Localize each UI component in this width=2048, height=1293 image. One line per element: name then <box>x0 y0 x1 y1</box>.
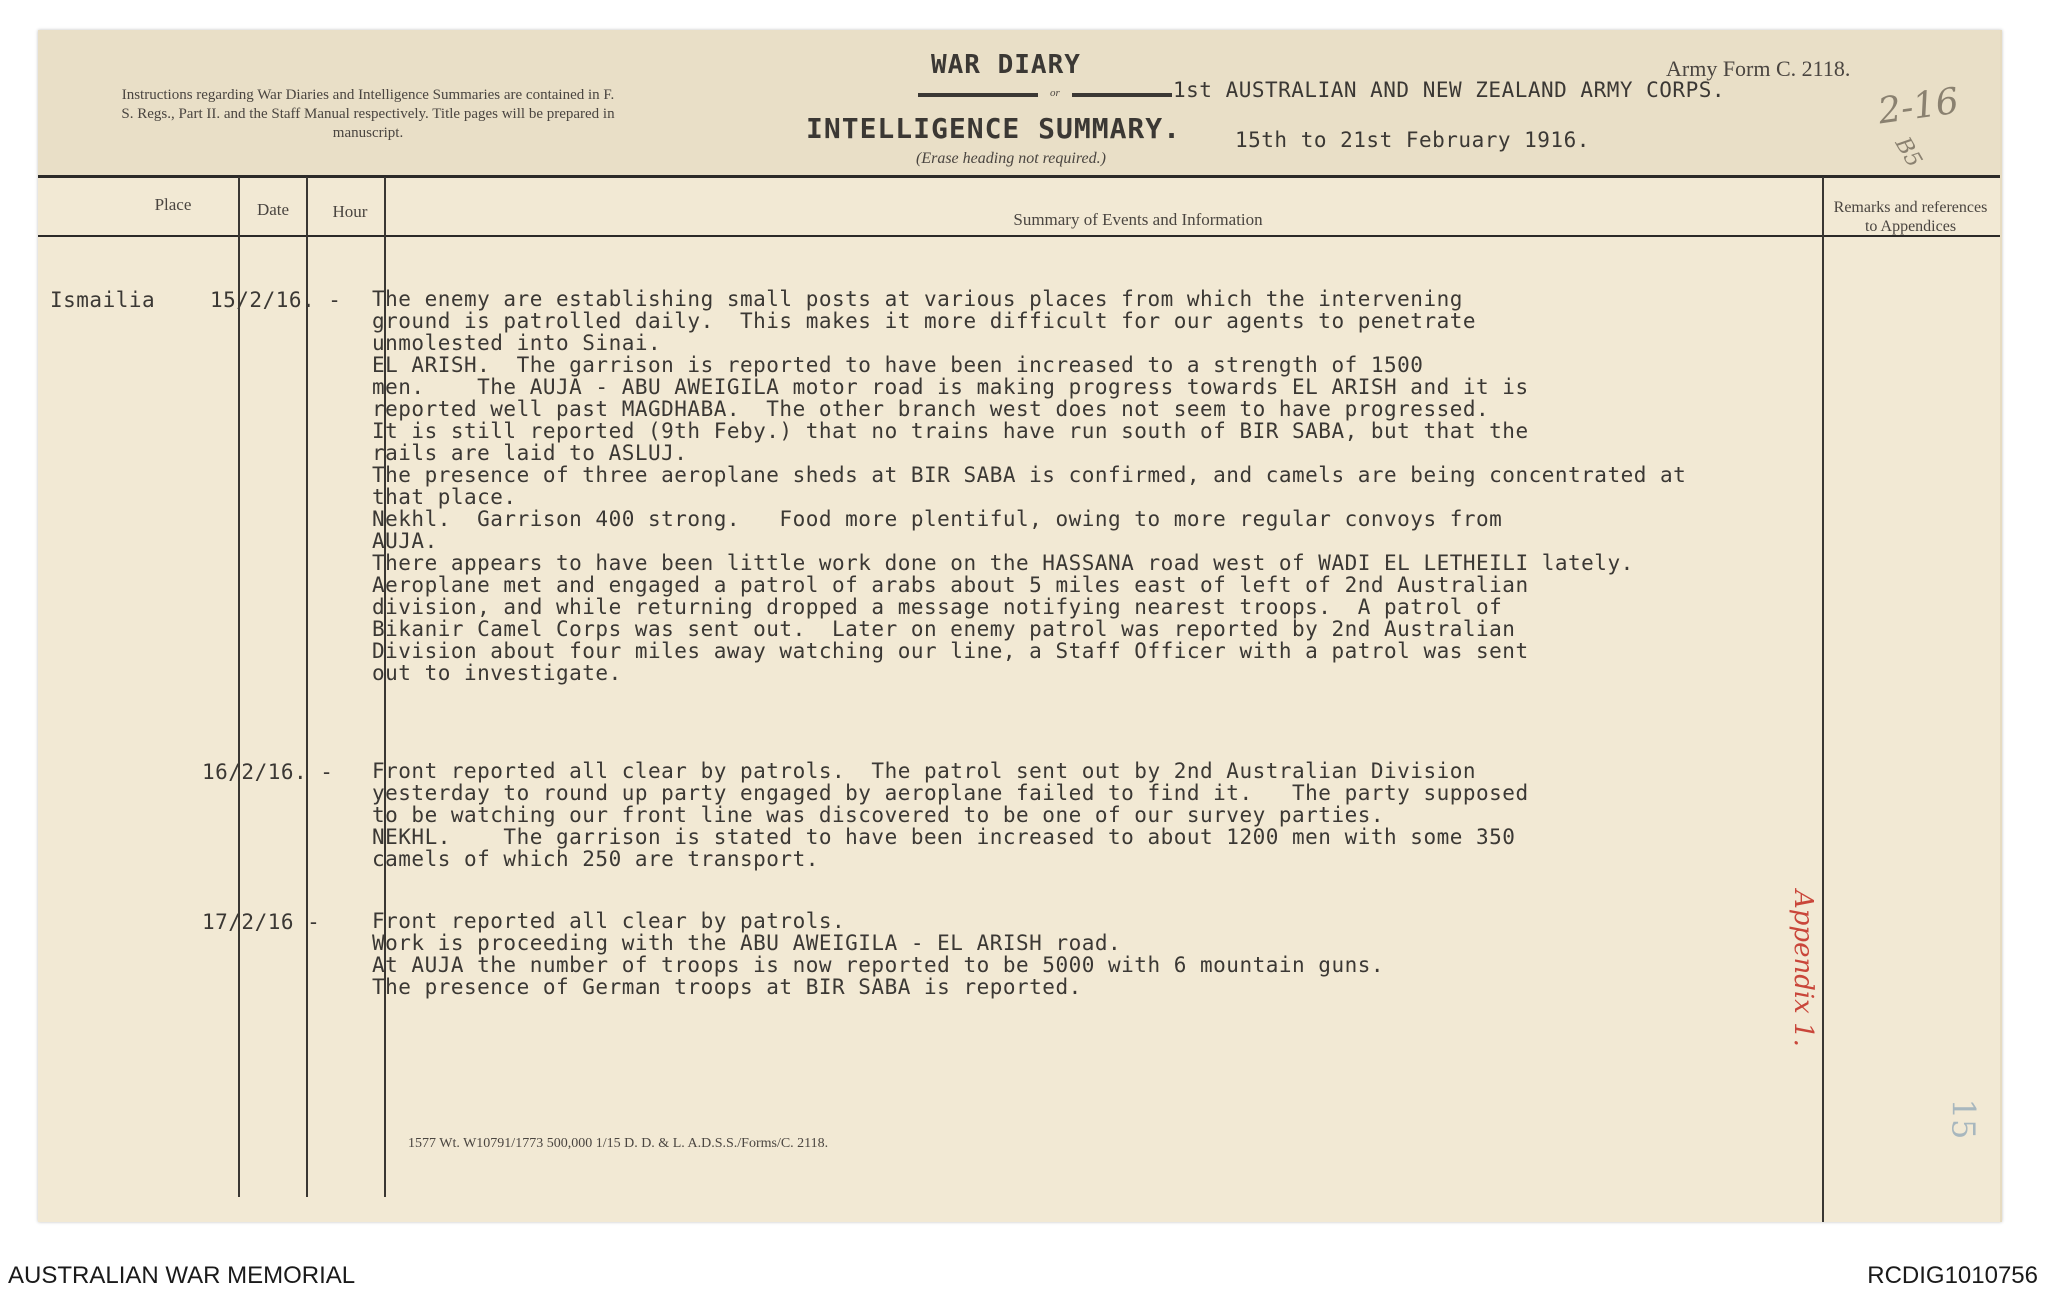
entry-body <box>372 760 1529 870</box>
entry-line: It is still reported (9th Feby.) that no trains have run south of BIR SABA, but that the <box>372 419 1529 443</box>
entry-line: that place. <box>372 485 517 509</box>
entry-line: The presence of three aeroplane sheds at BIR SABA is confirmed, and camels are being concentrated at <box>372 463 1687 487</box>
entry-line: division, and while returning dropped a message notifying nearest troops. A patrol of <box>372 595 1503 619</box>
entry-place: Ismailia <box>50 288 156 312</box>
entry-line: Division about four miles away watching our line, a Staff Officer with a patrol was sent <box>372 639 1529 663</box>
column-divider-remarks <box>1822 177 1824 1222</box>
entry-line: ground is patrolled daily. This makes it more difficult for our agents to penetrate <box>372 309 1477 333</box>
entry-line: Front reported all clear by patrols. <box>372 909 846 933</box>
entry-line: AUJA. <box>372 529 438 553</box>
entry-line: reported well past MAGDHABA. The other branch west does not seem to have progressed. <box>372 397 1490 421</box>
entry-line: NEKHL. The garrison is stated to have been increased to about 1200 men with some 350 <box>372 825 1516 849</box>
handwritten-reference-mark: 2-16 <box>1875 80 1962 133</box>
entry-line: Bikanir Camel Corps was sent out. Later on enemy patrol was reported by 2nd Australian <box>372 617 1516 641</box>
entry-line: There appears to have been little work done on the HASSANA road west of WADI EL LETHEILI lately. <box>372 551 1634 575</box>
column-header-hour: Hour <box>332 202 368 221</box>
header-bottom-rule <box>38 235 2000 237</box>
entry-date: 17/2/16 - <box>202 910 321 934</box>
entry-date: 16/2/16. - <box>202 760 334 784</box>
page-number-stamp: 15 <box>1944 1098 1983 1140</box>
entry-line: Front reported all clear by patrols. The patrol sent out by 2nd Australian Division <box>372 759 1477 783</box>
entry-line: At AUJA the number of troops is now reported to be 5000 with 6 mountain guns. <box>372 953 1385 977</box>
header-top-rule <box>38 175 2000 178</box>
appendix-annotation: Appendix 1. <box>1788 890 1818 1047</box>
intelligence-summary-title: INTELLIGENCE SUMMARY. <box>806 112 1182 145</box>
entry-line: The presence of German troops at BIR SABA is reported. <box>372 975 1082 999</box>
diary-page <box>38 30 2002 1222</box>
form-print-line: 1577 Wt. W10791/1773 500,000 1/15 D. D. & L. A.D.S.S./Forms/C. 2118. <box>408 1136 829 1151</box>
archive-id: RCDIG1010756 <box>1867 1262 2038 1289</box>
column-header-place: Place <box>154 195 192 214</box>
or-rule-right <box>1072 93 1172 97</box>
column-header-remarks: Remarks and references to Appendices <box>1833 199 1988 235</box>
entry-body <box>372 910 1384 998</box>
column-header-summary: Summary of Events and Information <box>1013 210 1263 229</box>
entry-date: 15/2/16. - <box>210 288 342 312</box>
entry-line: camels of which 250 are transport. <box>372 847 819 871</box>
column-header-date: Date <box>256 200 290 219</box>
entry-line: Work is proceeding with the ABU AWEIGILA - EL ARISH road. <box>372 931 1122 955</box>
handwritten-reference-mark-2: B5 <box>1889 133 1927 172</box>
entry-line: men. The AUJA - ABU AWEIGILA motor road is making progress towards EL ARISH and it is <box>372 375 1529 399</box>
column-divider-hour <box>306 177 308 1197</box>
entry-line: out to investigate. <box>372 661 622 685</box>
period: 15th to 21st February 1916. <box>1235 128 1590 152</box>
entry-line: Aeroplane met and engaged a patrol of arabs about 5 miles east of left of 2nd Australian <box>372 573 1529 597</box>
entry-line: rails are laid to ASLUJ. <box>372 441 688 465</box>
war-diary-title: WAR DIARY <box>931 50 1081 80</box>
archive-caption: AUSTRALIAN WAR MEMORIAL <box>8 1262 356 1289</box>
or-rule-left <box>918 93 1038 97</box>
army-form-number: Army Form C. 2118. <box>1666 56 1851 81</box>
entry-line: unmolested into Sinai. <box>372 331 662 355</box>
entry-line: EL ARISH. The garrison is reported to have been increased to a strength of 1500 <box>372 353 1424 377</box>
instructions-text: Instructions regarding War Diaries and Intelligence Summaries are contained in F. S. Regs., Part II. and the Staff Manual respectively. Title pages will be prepared in manuscript. <box>121 87 615 141</box>
entry-line: The enemy are establishing small posts at various places from which the intervening <box>372 287 1463 311</box>
unit-name: 1st AUSTRALIAN AND NEW ZEALAND ARMY CORPS. <box>1173 78 1726 102</box>
column-divider-date <box>238 177 240 1197</box>
entry-line: yesterday to round up party engaged by aeroplane failed to find it. The party supposed <box>372 781 1529 805</box>
erase-note: (Erase heading not required.) <box>916 150 1106 167</box>
entry-line: Nekhl. Garrison 400 strong. Food more plentiful, owing to more regular convoys from <box>372 507 1503 531</box>
or-label: or <box>1050 87 1060 99</box>
entry-body <box>372 288 1686 684</box>
entry-line: to be watching our front line was discovered to be one of our survey parties. <box>372 803 1385 827</box>
